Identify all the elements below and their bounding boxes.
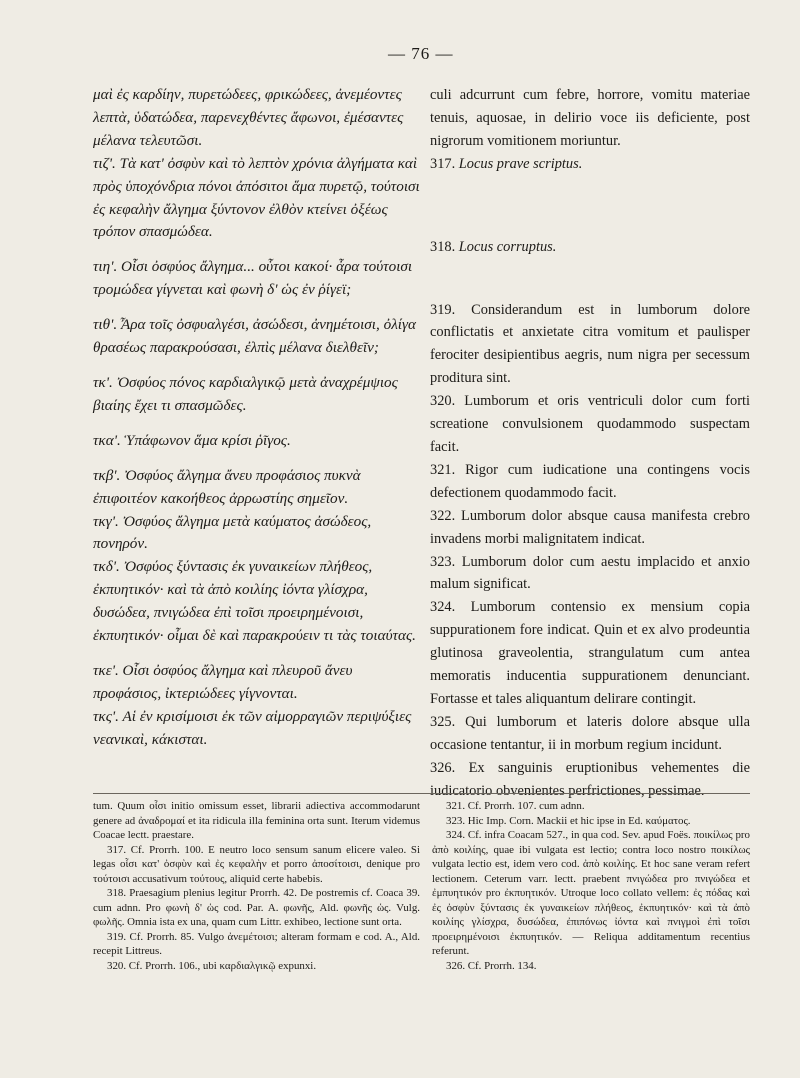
latin-entry [430,236,750,259]
latin-entry [430,505,750,551]
latin-entry [430,711,750,757]
latin-entry [430,299,750,391]
entry-number: 322. [430,507,456,524]
entry-text: Qui lumborum et lateris dolore absque ulla occasione tentantur, ii in morbum regium incidunt. [430,713,750,753]
footnote: 318. Praesagium plenius legitur Prorrh. 42. De postremis cf. Coaca 39. cum adnn. Pro φωνὴ δ' ὡς cod. Par. A. φωνῆς, Ald. φωνῆς ὡς. Vulg. φωλῆς. Omnia ista ex una, quam cum Littr. exhibeo, lectione sunt orta. [93,887,420,928]
entry-heading: Locus corruptus. [458,238,557,255]
greek-entry: τιζ'. Τὰ κατ' ὀσφὺν καὶ τὸ λεπτὸν χρόνια ἀλγήματα καὶ πρὸς ὑποχόνδρια πόνοι ἀπόσιτοι ἅμα πυρετῷ, τούτοισι ἐς κεφαλὴν ἄλγημα ξύντονον ἐλθὸν κτείνει ὀξέως τρόπον σπασμώδεα. [93,154,420,241]
footnote: 326. Cf. Prorrh. 134. [446,959,537,972]
footnote: 323. Hic Imp. Corn. Mackii et hic ipse in Ed. καύματος. [446,814,691,827]
entry-number: 320. [430,393,456,410]
greek-entry: τκβ'. Ὀσφύος ἄλγημα ἄνευ προφάσιος πυκνὰ ἐπιφοιτέον κακοήθεος ἀρρωστίης σημεῖον. [93,466,361,507]
footnote: 321. Cf. Prorrh. 107. cum adnn. [446,800,585,812]
entry-text: Lumborum dolor absque causa manifesta crebro invadens morbi malignitatem indicat. [430,507,750,547]
page-number: — 76 — [388,44,454,63]
entry-heading: Locus prave scriptus. [458,155,583,172]
entry-number: 324. [430,599,456,616]
entry-number: 319. [430,301,456,318]
greek-entry: τκα'. Ὑπάφωνον ἅμα κρίσι ῥῖγος. [93,431,291,449]
greek-entry: τκ'. Ὀσφύος πόνος καρδιαλγικῷ μετὰ ἀναχρέμψιος βιαίης ἔχει τι σπασμῶδες. [93,373,398,414]
greek-entry: τκγ'. Ὀσφύος ἄλγημα μετὰ καύματος ἀσώδεος, πονηρόν. [93,512,372,553]
latin-entry [430,390,750,459]
greek-entry: μαὶ ἐς καρδίην, πυρετώδεες, φρικώδεες, ἀνεμέοντες λεπτὰ, ὑδατώδεα, παρενεχθέντες ἄφωνοι, ἐμέσαντες μέλανα τελευτῶσι. [93,86,404,149]
greek-entry: τκε'. Οἷσι ὀσφύος ἄλγημα καὶ πλευροῦ ἄνευ προφάσιος, ἰκτεριώδεες γίγνονται. [93,661,353,702]
greek-entry: τκδ'. Ὀσφύος ξύντασις ἐκ γυναικείων πλήθεος, ἐκπυητικόν· καὶ τὰ ἀπὸ κοιλίης ἰόντα γλίσχρα, δυσώδεα, πνιγώδεα ἐπὶ τοῖσι προειρημένοισι, ἐκπυητικόν· οἶμαι δὲ καὶ παρακρούειν τι τὰς τοιαύτας. [93,558,416,645]
entry-text: Ex sanguinis eruptionibus vehementes die iudicatorio obvenientes perfrictiones, pessimae. [430,759,750,799]
footnote: 317. Cf. Prorrh. 100. E neutro loco sensum sanum elicere valeo. Si legas οἷσι κατ' ὀσφὺν καὶ ἐς κεφαλὴν et porro ἀποσίτοισι, denique pro τούτοισι accusativum τούτους, aliquid certe habebis. [93,843,420,885]
latin-entry [430,757,750,803]
latin-column [430,84,750,802]
entry-number: 325. [430,713,456,730]
entry-text: Lumborum dolor cum aestu implacido et anxio malum significat. [430,553,750,593]
footnote: 324. Cf. infra Coacam 527., in qua cod. Sev. apud Foës. ποικίλως pro ἀπὸ κοιλίης, quae ibi vulgata est lectio; contra loco nostro ποικίλως vulgata lectio est, idem vero cod. ἀπὸ κοιλίης. Et hoc sane veram refert lectionem. Ceterum varr. lectt. praebent πνιγώδεα pro πνιγώδεα et ἐμπυητικόν pro ἐκπυητικόν. Utroque loco collato vellem: ἐς πόδας καὶ ἐς ὀσφὺν ξύντασις ἐκ γυναικείων πλήθεος, ἐκπυητικόν· καὶ τὰ ἀπὸ κοιλίης γλίσχρα, δυσώδεα, ἐπιπόνως ἰόντα καὶ πνιγμοὶ ἐπὶ τοῖσι προειρημένοισι ἐκπυητικόν. — Reliqua additamentum recentius referunt. [432,829,750,957]
footnotes-left [93,799,420,973]
entry-text: Rigor cum iudicatione una contingens vocis defectionem quodammodo facit. [430,461,750,501]
entry-number: 321. [430,461,456,478]
latin-entry [430,596,750,711]
latin-entry: culi adcurrunt cum febre, horrore, vomitu materiae tenuis, aquosae, in delirio voce iis deficiente, post nigrorum vomitionem moriuntur. [430,87,750,149]
entry-number: 323. [430,553,456,570]
latin-entry [430,459,750,505]
footnotes-right [432,799,750,973]
footnote: tum. Quum οἷσι initio omissum esset, librarii adiectiva accommodarunt genere ad ἀναδρομαί et ita ridicula illa feminina orta sunt. Iterum videmus Coacae lectt. praestare. [93,800,420,841]
greek-entry: τκς'. Αἱ ἐν κρισίμοισι ἐκ τῶν αἱμορραγιῶν περιψύξιες νεανικαὶ, κάκισται. [93,707,412,748]
entry-number: 326. [430,759,456,776]
latin-entry [430,153,750,176]
footnote: 320. Cf. Prorrh. 106., ubi καρδιαλγικῷ expunxi. [107,959,317,972]
greek-entry: τιθ'. Ἆρα τοῖς ὀσφυαλγέσι, ἀσώδεσι, ἀνημέτοισι, ὀλίγα θρασέως παρακρούσασι, ἐλπὶς μέλανα διελθεῖν; [93,316,416,357]
greek-entry: τιη'. Οἷσι ὀσφύος ἄλγημα... οὗτοι κακοί· ἆρα τούτοισι τρομώδεα γίγνεται καὶ φωνὴ δ' ὡς ἐν ῥίγεϊ; [93,258,413,299]
entry-text: Considerandum est in lumborum dolore conflictatis et anxietate citra vomitum et paulisper ferociter desipientibus aegris, num nigra per secessum proditura sint. [430,301,751,387]
entry-number: 317. [430,155,456,172]
latin-entry [430,551,750,597]
entry-number: 318. [430,238,456,255]
footnote: 319. Cf. Prorrh. 85. Vulgo ἀνεμέτοισι; alteram formam e cod. A., Ald. recepit Littreus. [93,930,420,957]
entry-text: Lumborum contensio ex mensium copia suppurationem fore indicat. Quin et ex alvo prodeuntia glutinosa graveolentia, strangulatum cum antea memoratis inducentia suppurationem denunciant. Fortasse et tales aliquantum delirare contingit. [430,599,750,707]
greek-column [93,84,423,752]
entry-text: Lumborum et oris ventriculi dolor cum forti screatione convulsionem quodammodo suspectam facit. [430,393,750,455]
footnote-rule [93,793,750,794]
